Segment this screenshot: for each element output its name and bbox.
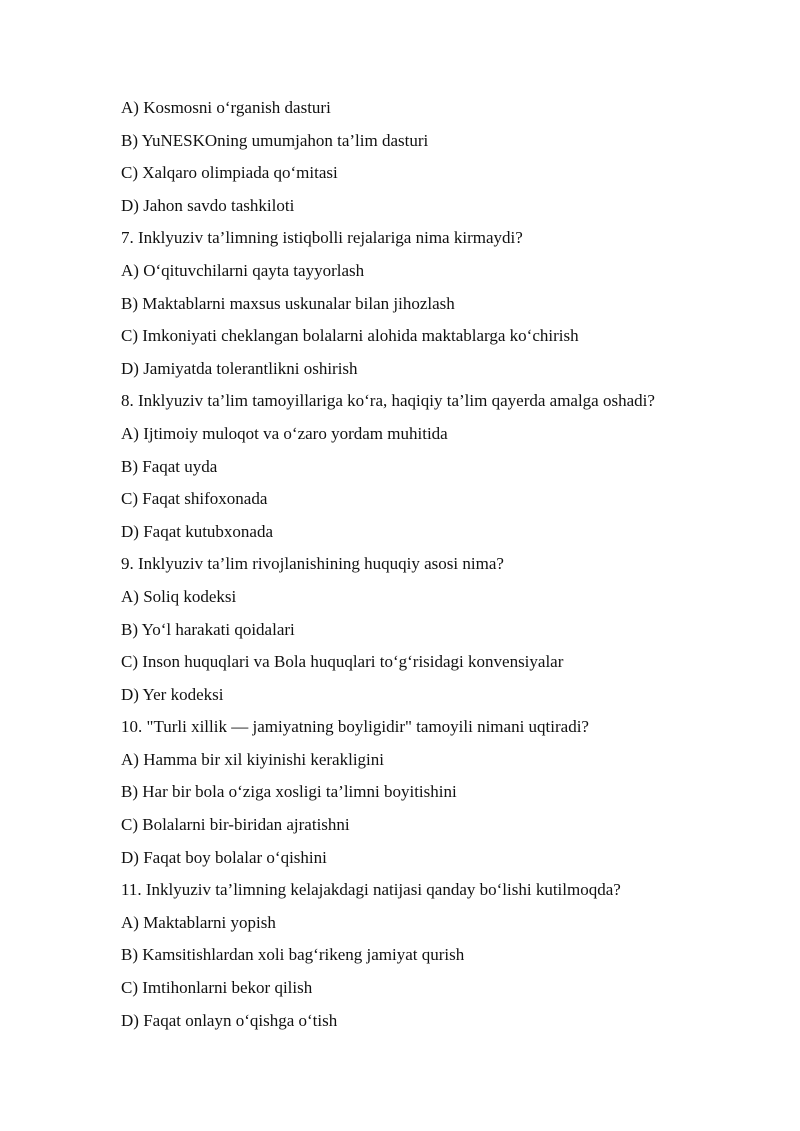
question-7: 7. Inklyuziv ta’limning istiqbolli rejalariga nima kirmaydi? bbox=[121, 228, 523, 248]
answer-option: C) Bolalarni bir-biridan ajratishni bbox=[121, 815, 350, 835]
answer-option: A) Hamma bir xil kiyinishi kerakligini bbox=[121, 749, 384, 769]
answer-option: B) Kamsitishlardan xoli bag‘rikeng jamiyat qurish bbox=[121, 945, 465, 965]
answer-option: D) Faqat onlayn o‘qishga o‘tish bbox=[121, 1010, 338, 1030]
answer-option: D) Faqat kutubxonada bbox=[121, 521, 274, 541]
answer-option: B) Maktablarni maxsus uskunalar bilan jihozlash bbox=[121, 293, 455, 313]
answer-option: C) Faqat shifoxonada bbox=[121, 489, 268, 509]
answer-option: C) Xalqaro olimpiada qo‘mitasi bbox=[121, 163, 338, 183]
answer-option: D) Jahon savdo tashkiloti bbox=[121, 195, 295, 215]
answer-option: C) Imtihonlarni bekor qilish bbox=[121, 978, 313, 998]
answer-option: B) Yo‘l harakati qoidalari bbox=[121, 619, 295, 639]
answer-option: D) Faqat boy bolalar o‘qishini bbox=[121, 847, 327, 867]
answer-option: A) O‘qituvchilarni qayta tayyorlash bbox=[121, 260, 365, 280]
question-9: 9. Inklyuziv ta’lim rivojlanishining huquqiy asosi nima? bbox=[121, 554, 504, 574]
answer-option: A) Ijtimoiy muloqot va o‘zaro yordam muhitida bbox=[121, 423, 448, 443]
answer-option: B) Har bir bola o‘ziga xosligi ta’limni boyitishini bbox=[121, 782, 457, 802]
answer-option: D) Jamiyatda tolerantlikni oshirish bbox=[121, 358, 358, 378]
answer-option: D) Yer kodeksi bbox=[121, 684, 224, 704]
question-8: 8. Inklyuziv ta’lim tamoyillariga ko‘ra, haqiqiy ta’lim qayerda amalga oshadi? bbox=[121, 391, 655, 411]
answer-option: A) Maktablarni yopish bbox=[121, 912, 276, 932]
answer-option: B) Faqat uyda bbox=[121, 456, 218, 476]
question-10: 10. "Turli xillik — jamiyatning boyligidir" tamoyili nimani uqtiradi? bbox=[121, 717, 589, 737]
answer-option: C) Imkoniyati cheklangan bolalarni alohida maktablarga ko‘chirish bbox=[121, 326, 579, 346]
question-11: 11. Inklyuziv ta’limning kelajakdagi natijasi qanday bo‘lishi kutilmoqda? bbox=[121, 880, 621, 900]
answer-option: A) Soliq kodeksi bbox=[121, 586, 237, 606]
answer-option: C) Inson huquqlari va Bola huquqlari to‘g‘risidagi konvensiyalar bbox=[121, 652, 564, 672]
question-list bbox=[121, 95, 761, 1040]
answer-option: B) YuNESKOning umumjahon ta’lim dasturi bbox=[121, 130, 429, 150]
answer-option: A) Kosmosni o‘rganish dasturi bbox=[121, 98, 331, 117]
